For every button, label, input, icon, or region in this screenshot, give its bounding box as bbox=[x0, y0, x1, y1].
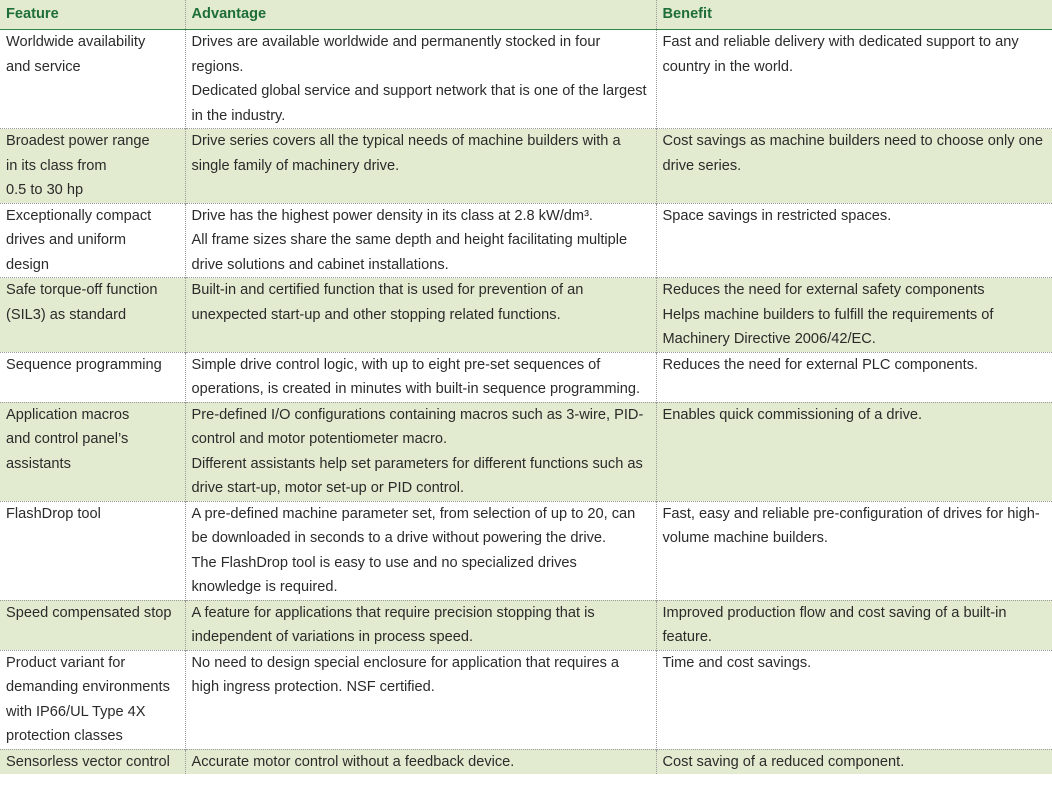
advantage-text: Drive series covers all the typical needs of machine builders with a single family of machinery drive. bbox=[191, 133, 621, 174]
feature-text: design bbox=[6, 256, 50, 273]
benefit-cell bbox=[656, 501, 1052, 600]
feature-text: 0.5 to 30 hp bbox=[6, 182, 84, 198]
feature-text: Application macros bbox=[6, 406, 130, 423]
advantage-text: Pre-defined I/O configurations containing macros such as 3-wire, PID-control and motor potentiometer macro. bbox=[191, 406, 644, 447]
feature-cell bbox=[0, 278, 185, 353]
table-row bbox=[0, 30, 1052, 129]
feature-text: Safe torque-off function bbox=[6, 282, 158, 298]
feature-text: FlashDrop tool bbox=[6, 505, 101, 522]
advantage-text: A pre-defined machine parameter set, from selection of up to 20, can be downloaded in seconds to a drive without powering the drive. bbox=[191, 505, 636, 546]
advantage-text: Different assistants help set parameters for different functions such as drive start-up, motor set-up or PID control. bbox=[191, 455, 643, 496]
advantage-cell bbox=[185, 203, 656, 278]
feature-text: with IP66/UL Type 4X bbox=[6, 703, 146, 720]
advantage-text: Simple drive control logic, with up to eight pre-set sequences of operations, is created in minutes with built-in sequence programming. bbox=[191, 356, 641, 397]
benefit-text: Reduces the need for external safety components bbox=[662, 282, 985, 298]
feature-cell bbox=[0, 129, 185, 204]
advantage-cell bbox=[185, 501, 656, 600]
benefit-text: Enables quick commissioning of a drive. bbox=[662, 406, 923, 423]
table-row bbox=[0, 278, 1052, 353]
benefit-text: Improved production flow and cost saving of a built-in feature. bbox=[662, 604, 1007, 645]
benefit-text: Fast and reliable delivery with dedicated support to any country in the world. bbox=[662, 34, 1019, 75]
table-row bbox=[0, 600, 1052, 650]
advantage-column-header: Advantage bbox=[185, 0, 656, 30]
feature-text: in its class from bbox=[6, 157, 107, 174]
feature-text: assistants bbox=[6, 455, 71, 472]
benefit-text: Helps machine builders to fulfill the requirements of Machinery Directive 2006/42/EC. bbox=[662, 306, 994, 347]
benefit-column-header: Benefit bbox=[656, 0, 1052, 30]
table-row bbox=[0, 402, 1052, 501]
benefit-text: Cost savings as machine builders need to choose only one drive series. bbox=[662, 133, 1043, 174]
advantage-cell bbox=[185, 129, 656, 204]
advantage-cell bbox=[185, 30, 656, 129]
benefit-cell bbox=[656, 203, 1052, 278]
feature-cell bbox=[0, 30, 185, 129]
feature-cell bbox=[0, 749, 185, 774]
benefit-text: Space savings in restricted spaces. bbox=[662, 207, 892, 224]
advantage-cell bbox=[185, 402, 656, 501]
advantage-text: Accurate motor control without a feedback device. bbox=[191, 753, 515, 770]
advantage-cell bbox=[185, 749, 656, 774]
benefit-cell bbox=[656, 600, 1052, 650]
advantage-text: No need to design special enclosure for application that requires a high ingress protection. NSF certified. bbox=[191, 654, 620, 695]
benefit-cell bbox=[656, 278, 1052, 353]
advantage-text: A feature for applications that require precision stopping that is independent of variations in process speed. bbox=[191, 604, 595, 645]
advantage-cell bbox=[185, 352, 656, 402]
feature-text: demanding environments bbox=[6, 679, 170, 695]
feature-text: drives and uniform bbox=[6, 232, 127, 248]
benefit-text: Time and cost savings. bbox=[662, 654, 812, 671]
benefit-cell bbox=[656, 650, 1052, 749]
benefit-text: Reduces the need for external PLC components. bbox=[662, 356, 979, 373]
feature-cell bbox=[0, 402, 185, 501]
advantage-cell bbox=[185, 278, 656, 353]
benefit-text: Fast, easy and reliable pre-configuration of drives for high-volume machine builders. bbox=[662, 505, 1040, 546]
table-header-row bbox=[0, 0, 1052, 30]
advantage-text: All frame sizes share the same depth and height facilitating multiple drive solutions and cabinet installations. bbox=[191, 232, 628, 273]
feature-text: Sensorless vector control bbox=[6, 753, 170, 770]
feature-text: and service bbox=[6, 58, 81, 75]
feature-cell bbox=[0, 600, 185, 650]
table-row bbox=[0, 129, 1052, 204]
advantage-cell bbox=[185, 650, 656, 749]
feature-cell bbox=[0, 501, 185, 600]
feature-column-header: Feature bbox=[0, 0, 185, 30]
advantage-text: Drives are available worldwide and permanently stocked in four regions. bbox=[191, 34, 601, 75]
feature-cell bbox=[0, 650, 185, 749]
table-row bbox=[0, 203, 1052, 278]
advantage-text: The FlashDrop tool is easy to use and no specialized drives knowledge is required. bbox=[191, 554, 577, 595]
benefit-cell bbox=[656, 129, 1052, 204]
benefit-cell bbox=[656, 749, 1052, 774]
benefit-cell bbox=[656, 30, 1052, 129]
advantage-text: Dedicated global service and support network that is one of the largest in the industry. bbox=[191, 83, 647, 124]
feature-text: Exceptionally compact bbox=[6, 207, 152, 224]
feature-text: Broadest power range bbox=[6, 133, 150, 149]
table-row bbox=[0, 501, 1052, 600]
table-row bbox=[0, 352, 1052, 402]
feature-text: protection classes bbox=[6, 728, 123, 744]
feature-cell bbox=[0, 352, 185, 402]
feature-text: and control panel’s bbox=[6, 431, 129, 447]
benefit-cell bbox=[656, 352, 1052, 402]
feature-text: Speed compensated stop bbox=[6, 604, 172, 621]
advantage-cell bbox=[185, 600, 656, 650]
table-row bbox=[0, 650, 1052, 749]
feature-text: (SIL3) as standard bbox=[6, 306, 127, 323]
advantage-text: Built-in and certified function that is used for prevention of an unexpected start-up and other stopping related functions. bbox=[191, 282, 584, 323]
feature-text: Sequence programming bbox=[6, 356, 162, 373]
benefit-text: Cost saving of a reduced component. bbox=[662, 753, 905, 770]
table-body bbox=[0, 30, 1052, 775]
benefit-cell bbox=[656, 402, 1052, 501]
feature-cell bbox=[0, 203, 185, 278]
feature-text: Worldwide availability bbox=[6, 34, 146, 50]
table-row bbox=[0, 749, 1052, 774]
advantage-text: Drive has the highest power density in its class at 2.8 kW/dm³. bbox=[191, 207, 593, 224]
feature-text: Product variant for bbox=[6, 654, 126, 671]
